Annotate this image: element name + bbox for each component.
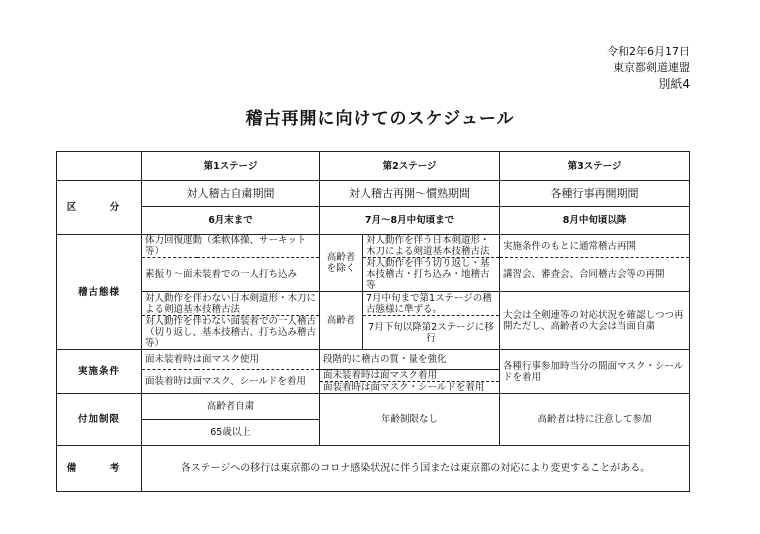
date-range-3: 8月中旬頃以降 (500, 207, 690, 235)
keiko-s2-group-b: 高齢者 (320, 292, 363, 350)
jisshi-s2-item: 面未装着時は面マスク着用 (320, 370, 500, 382)
keiko-s2-item: 7月下旬以降第2ステージに移行 (363, 316, 500, 350)
keiko-s1-item: 体力回復運動（柔軟体操、サーキット等） (142, 235, 320, 258)
corner-cell (57, 152, 142, 181)
jisshi-s3: 各種行事参加時当分の間面マスク・シールドを着用 (500, 350, 690, 394)
fuka-s1-age: 65歳以上 (142, 420, 320, 446)
jisshi-s2-item: 面装着時は面マスク・シールドを着用 (320, 382, 500, 394)
row-label-biko: 備 考 (57, 446, 142, 492)
keiko-s1-item: 対人動作を伴わない日本剣道形・木刀による剣道基本技稽古法 (142, 292, 320, 316)
date-range-2: 7月～8月中旬頃まで (320, 207, 500, 235)
row-label-keiko: 稽古態様 (57, 235, 142, 350)
fuka-s2: 年齢制限なし (320, 394, 500, 446)
stage-3-header: 第3ステージ (500, 152, 690, 181)
date-range-1: 6月末まで (142, 207, 320, 235)
document-header (607, 44, 690, 92)
keiko-s3-item: 講習会、審査会、合同稽古会等の再開 (500, 258, 690, 292)
keiko-s2-item: 対人動作を伴う切り返し・基本技稽古・打ち込み・地稽古等 (363, 258, 500, 292)
jisshi-s1-item: 面装着時は面マスク、シールドを着用 (142, 370, 320, 394)
keiko-s3-item: 実施条件のもとに通常稽古再開 (500, 235, 690, 258)
biko-text: 各ステージへの移行は東京都のコロナ感染状況に伴う国または東京都の対応により変更することがある。 (142, 446, 690, 492)
stage-2-header: 第2ステージ (320, 152, 500, 181)
keiko-s1-item: 対人動作を伴わない面装着での一人稽古（切り返し、基本技稽古、打ち込み稽古等） (142, 316, 320, 350)
row-label-kubun: 区 分 (57, 181, 142, 235)
keiko-s2-group-a: 高齢者を除く (320, 235, 363, 292)
keiko-s3-item: 大会は全剣連等の対応状況を確認しつつ再開ただし、高齢者の大会は当面自粛 (500, 292, 690, 350)
row-label-fuka: 付加制限 (57, 394, 142, 446)
page-title: 稽古再開に向けてのスケジュール (245, 109, 515, 129)
fuka-s3: 高齢者は特に注意して参加 (500, 394, 690, 446)
fuka-s1-note: 高齢者自粛 (142, 394, 320, 420)
period-2: 対人稽古再開～慣熟期間 (320, 181, 500, 207)
period-1: 対人稽古自粛期間 (142, 181, 320, 207)
schedule-table (56, 151, 690, 492)
date: 令和2年6月17日 (607, 45, 690, 58)
keiko-s2-item: 7月中旬まで第1ステージの稽古態様に準ずる。 (363, 292, 500, 316)
keiko-s1-item: 素振り～面未装着での一人打ち込み (142, 258, 320, 292)
period-3: 各種行事再開期間 (500, 181, 690, 207)
attachment-label: 別紙4 (658, 77, 690, 91)
organization: 東京都剣道連盟 (613, 61, 690, 74)
keiko-s2-item: 対人動作を伴う日本剣道形・木刀による剣道基本技稽古法 (363, 235, 500, 258)
row-label-jisshi: 実施条件 (57, 350, 142, 394)
jisshi-s1-item: 面未装着時は面マスク使用 (142, 350, 320, 370)
jisshi-s2-item: 段階的に稽古の質・量を強化 (320, 350, 500, 370)
stage-1-header: 第1ステージ (142, 152, 320, 181)
